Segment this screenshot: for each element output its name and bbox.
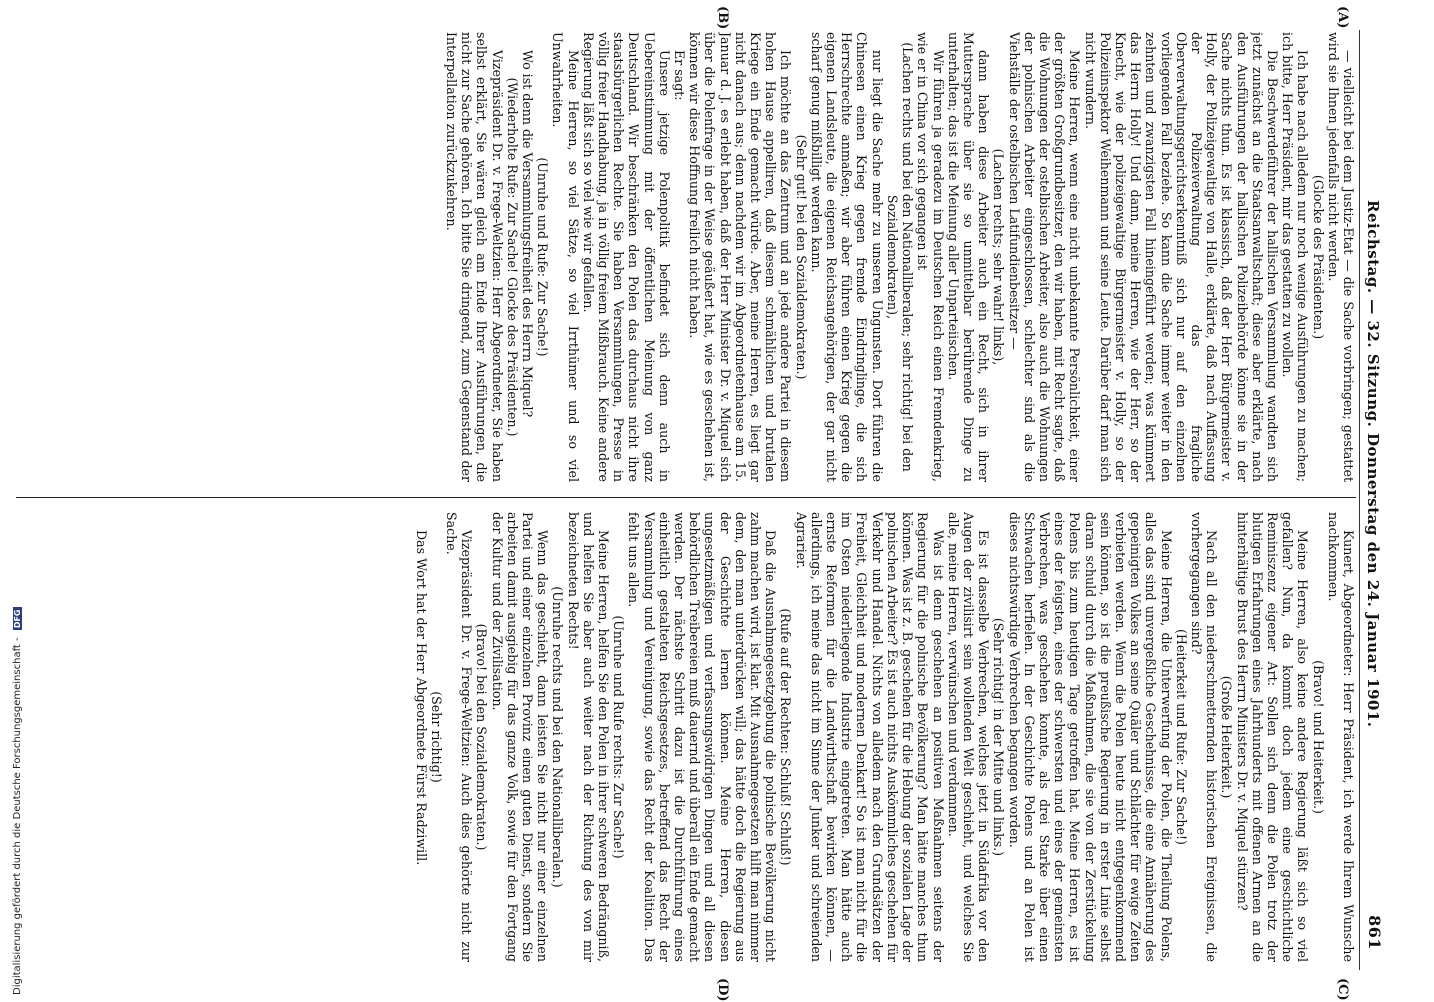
page-number: 861 — [1365, 915, 1384, 950]
credit-text: Digitalisierung gefördert durch die Deutsche Forschungsgemeinschaft - — [12, 637, 23, 995]
stage-direction: (Unruhe und Rufe: Zur Sache!) — [535, 157, 551, 357]
paragraph: Meine Herren, wenn eine nicht unbekannte Persönlichkeit, einer der größten Großgrundbesitzer, den wir haben, mit Recht sagte, daß die Wohnungen der ostelbischen Arbeiter, also auch die Wohnungen der polnischen Arbeiter eingeschlossen, schlechter sind als die Viehställe der ostelbischen Latifundienbesitzer — — [1006, 32, 1083, 482]
stage-direction: (Lachen rechts; sehr wahr! links), — [991, 148, 1007, 366]
paragraph: Meine Herren, also keine andere Regierung läßt sich so viel gefallen? Nun, da kommt doch jedem eine geschichtliche Reminiszenz eigener Art: Sollen sich denn die Polen trotz der blutigen Erfahrungen eines Jahrhunderts mit offenen Armen an die hinterhältige Brust des Herrn Ministers Dr. v. Miquel stürzen? — [1234, 512, 1311, 962]
stage-direction: (Bravo! und Heiterkeit.) — [1310, 660, 1326, 814]
paragraph: nur liegt die Sache mehr zu unseren Ungunsten. Dort führen die Chinesen einen Krieg gegen fremde Eindringlinge, die sich Herrschrechte anmaßen; wir aber führen einen Krieg gegen die eigenen Landsleute, die eigenen Reichsangehörigen, der gar nicht scharf genug mißbilligt werden kann. — [808, 32, 885, 482]
stage-direction: (Unruhe und Rufe rechts: Zur Sache!) — [611, 615, 627, 859]
stage-direction: (Rufe auf der Rechten: Schluß! Schluß!) — [778, 608, 794, 866]
stage-direction: (Heiterkeit und Rufe: Zur Sache!) — [1173, 629, 1189, 845]
header-rule — [1359, 30, 1360, 970]
paragraph: dann haben diese Arbeiter auch ein Recht, sich in ihrer Muttersprache über sie so unmittelbar berührende Dinge zu unterhalten; das ist die Meinung aller Unparteiischen. — [945, 32, 992, 482]
paragraph: Ich habe nach alledem nur noch wenige Ausführungen zu machen; ich bitte, Herr Präsident, mir das gestatten zu wollen. — [1280, 32, 1311, 482]
stage-direction: (Wiederholte Rufe: Zur Sache! Glocke des Präsidenten.) — [504, 77, 520, 437]
paragraph: Wir führen ja geradezu im Deutschen Reich einen Fremdenkrieg, wie er in China vor sich gegangen ist — [915, 32, 946, 482]
paragraph: — vielleicht bei dem Justiz-Etat — die Sache vorbringen; gestattet wird sie Ihnen jedenfalls nicht werden. — [1325, 32, 1356, 482]
stage-direction: (Sehr richtig!) — [428, 691, 444, 783]
running-title: Reichstag. — 32. Sitzung. Donnerstag den 24. Januar 1901. — [1364, 200, 1382, 728]
right-column — [16, 512, 1356, 962]
paragraph: Die Beschwerdeführer der hallischen Versammlung wandten sich jetzt zunächst an die Staatsanwaltschaft; diese aber erklärte, nach den Ausführungen der hallischen Polizeibehörde könne sie in der Sache nichts thun. Es ist klassisch, daß der Herr Bürgermeister v. Holly, der Polizeigewaltige von Halle, erklärte, daß nach Auffassung der Polizeiverwaltung das fragliche Oberverwaltungsgerichtserkenntniß sich nur auf den einzelnen vorliegenden Fall beziehe. So kann die Sache immer weiter in den zehnten und zwanzigsten Fall hineingeführt werden; was kümmert das Herrn Holly! Und dann, meine Herren, wie der Herr, so der Knecht, wie der polizeigewaltige Bürgermeister v. Holly, so der Polizeiinspektor Weihenmann und seine Leute. Darüber darf man sich nicht wundern. — [1082, 32, 1280, 482]
paragraph: Meine Herren, so viel Sätze, so viel Irrthümer und so viel Unwahrheiten. — [550, 32, 581, 482]
margin-mark-b: (B) — [715, 6, 730, 30]
paragraph: Meine Herren, helfen Sie den Polen in ihrer schweren Bedrängniß, und helfen Sie aber auch weiter nach der Richtung des von mir bezeichneten Rechts! — [565, 512, 612, 962]
margin-mark-c: (C) — [1335, 978, 1350, 1001]
paragraph: Was ist denn geschehen an positiven Maßnahmen seitens der Regierung für die polnische Bevölkerung? Man hätte manches thun können. Was ist z. B. geschehen für die Hebung der sozialen Lage der polnischen Arbeiter? Es ist auch nichts Auskömmliches geschehen für Verkehr und Handel. Nichts von alledem nach den Grundsätzen der Freiheit, Gleichheit und modernen Denkart! So ist man nicht für die im Osten niederliegende Industrie eingetreten. Man hätte auch ernste Reformen für die Landwirthschaft bewirken können, — allerdings, ich meine das nicht im Sinne der Junker und schreienden Agrarier. — [793, 512, 946, 962]
margin-mark-a: (A) — [1335, 6, 1350, 29]
paragraph: Es ist dasselbe Verbrechen, welches jetzt in Südafrika vor den Augen der zivilisirt sein wollenden Welt geschieht, und welches Sie alle, meine Herren, verwünschen und verdammen. — [945, 512, 992, 962]
paragraph: Unsere jetzige Polenpolitik befindet sich denn auch in Uebereinstimmung mit der öffentlichen Meinung von ganz Deutschland. Wir beschränken den Polen das durchaus nicht ihre staatsbürgerlichen Rechte. Sie haben Versammlungen, Presse in völlig freier Handhabung, ja in völlig freiem Mißbrauch. Keine andere Regierung läßt sich so viel wie wir gefallen. — [580, 32, 672, 482]
stage-direction: (Unruhe rechts und bei den Nationalliberalen.) — [550, 586, 566, 888]
paragraph: Wenn das geschieht, dann leisten Sie nicht nur einer einzelnen Partei und einer einzelnen Provinz einen guten Dienst, sondern Sie arbeiten damit ausgiebig für das ganze Volk, sowie für den Fortgang der Kultur und der Zivilisation. — [489, 512, 551, 962]
stage-direction: (Große Heiterkeit.) — [1219, 675, 1235, 799]
column-divider — [16, 497, 1356, 498]
dfg-logo: DFG — [13, 609, 22, 629]
paragraph: Wo ist denn die Versammlungsfreiheit des Herrn Miquel? — [520, 50, 536, 418]
page-header — [1360, 30, 1384, 970]
stage-direction: (Sehr gut! bei den Sozialdemokraten.) — [793, 134, 809, 380]
paragraph: Vizepräsident Dr. v. Frege-Weltzien: Herr Abgeordneter, Sie haben selbst erklärt, Sie wären gleich am Ende Ihrer Ausführungen, die nicht zur Sache gehören. Ich bitte Sie dringend, zum Gegenstand der Interpellation zurückzukehren. — [444, 32, 505, 482]
paragraph: Kunert, Abgeordneter: Herr Präsident, ich werde Ihrem Wunsche nachkommen. — [1325, 512, 1356, 962]
paragraph: Das Wort hat der Herr Abgeordnete Fürst Radziwill. — [413, 530, 429, 866]
stage-direction: (Bravo! bei den Sozialdemokraten.) — [474, 623, 490, 851]
left-column — [16, 32, 1356, 482]
paragraph: Vizepräsident Dr. v. Frege-Weltzien: Auch dies gehörte nicht zur Sache. — [444, 512, 475, 962]
digitization-credit — [0, 0, 23, 1000]
stage-direction: (Glocke des Präsidenten.) — [1310, 174, 1326, 340]
paragraph: Meine Herren, die Unterwerfung der Polen, die Theilung Polens, alles das sind unvergeßliche Geschehnisse, die eine Annäherung des gepeinigten Volkes an seine Quäler und Schlächter für ewige Zeiten verbieten werden. Wenn die Polen heute nicht entgegenkommend sein können, so ist die preußische Regierung in erster Linie selbst daran schuld durch die Maßnahmen, die sie von der Zerstückelung Polens bis zum heutigen Tage getroffen hat. Meine Herren, es ist eines der feigsten, eines der schwersten und eines der gemeinsten Verbrechen, was geschehen konnte, als drei Starke über einen Schwachen herfielen. In der Geschichte Polens und an Polen ist dieses nichtswürdige Verbrechen begangen worden. — [1006, 512, 1174, 962]
paragraph: Ich möchte an das Zentrum und an jede andere Partei in diesem hohen Hause appelliren, daß diesem schmählichen und brutalen Kriege ein Ende gemacht würde. Aber, meine Herren, es liegt gar nicht danach aus; denn nachdem wir im Abgeordnetenhause am 15. Januar d. J. es erlebt haben, daß der Herr Minister Dr. v. Miquel sich über die Polenfrage in der Weise geäußert hat, wie es geschehen ist, können wir diese Hoffnung freilich nicht haben. — [687, 32, 794, 482]
stage-direction: (Lachen rechts und bei den Nationalliberalen; sehr richtig! bei den Sozialdemokraten), — [884, 42, 916, 472]
stage-direction: (Sehr richtig! in der Mitte und links.) — [991, 617, 1007, 857]
paragraph: Daß die Ausnahmegesetzgebung die polnische Bevölkerung nicht zahm machen wird, ist klar. Mit Ausnahmegesetzen hilft man nimmer dem, den man unterdrücken will; das hätte doch die Regierung aus der Geschichte lernen können. Meine Herren, diesen ungesetzmäßigen und verfassungswidrigen Dingen und all diesen behördlichen Treibereien muß dauernd und überall ein Ende gemacht werden. Der nächste Schritt dazu ist die Durchführung eines einheitlich gestalteten Reichsgesetzes, betreffend das Recht der Versammlung und Vereinigung, sowie das Recht der Koalition. Das fehlt uns allen. — [626, 512, 779, 962]
paragraph: Er sagt: — [672, 50, 688, 101]
paragraph: Nach all den niederschmetternden historischen Ereignissen, die vorhergegangen sind? — [1188, 512, 1220, 962]
margin-mark-d: (D) — [715, 978, 730, 1002]
